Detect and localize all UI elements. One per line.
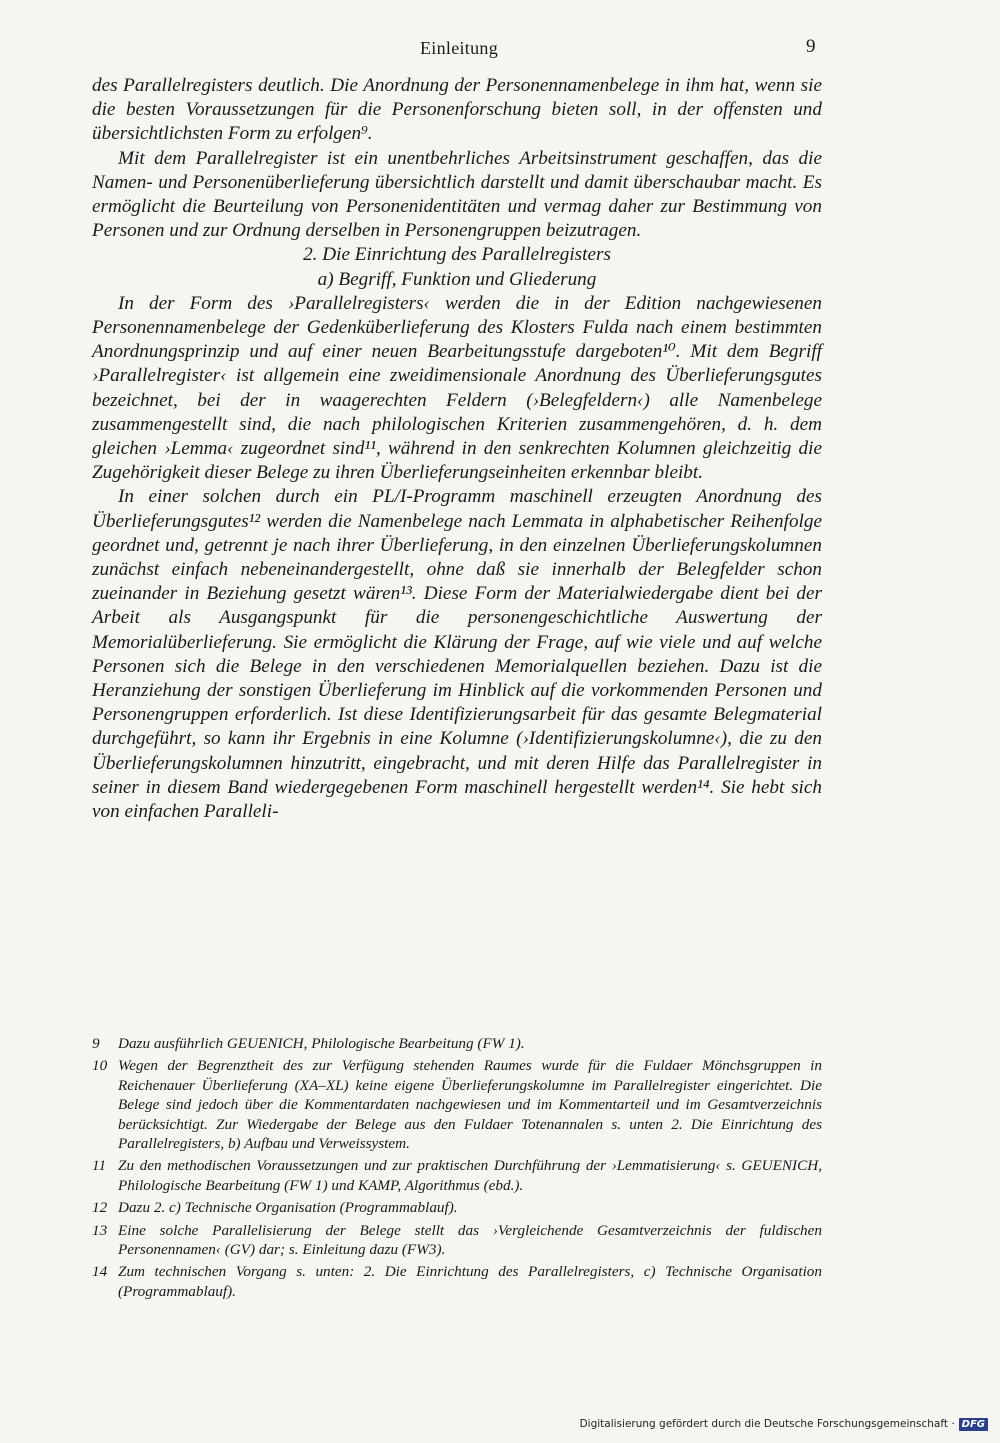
footnote bbox=[92, 1262, 822, 1301]
footnote-text: Zu den methodischen Voraussetzungen und zur praktischen Durchführung der ›Lemmatisierung‹ s. GEUENICH, Philologische Bearbeitung (FW 1) und KAMP, Algorithmus (ebd.). bbox=[118, 1157, 822, 1194]
paragraph-2: Mit dem Parallelregister ist ein unentbehrliches Arbeitsinstrument geschaffen, das die Namen- und Personenüberlieferung übersichtlich darstellt und damit überschaubar macht. Es ermöglicht die Beurteilung von Personenidentitäten und vermag daher zur Bestimmung von Personen und zur Ordnung derselben in Personengruppen beizutragen. bbox=[92, 147, 822, 242]
footnote-text: Dazu ausführlich GEUENICH, Philologische Bearbeitung (FW 1). bbox=[118, 1035, 525, 1052]
subsection-heading: a) Begriff, Funktion und Gliederung bbox=[317, 268, 597, 290]
footnote-text: Dazu 2. c) Technische Organisation (Programmablauf). bbox=[118, 1199, 458, 1217]
credit-text: Digitalisierung gefördert durch die Deutsche Forschungsgemeinschaft · bbox=[579, 1418, 955, 1430]
digitization-credit bbox=[580, 1415, 988, 1433]
footnote bbox=[92, 1221, 822, 1260]
footnote bbox=[92, 1034, 822, 1053]
footnote-number: 9 bbox=[92, 1035, 100, 1052]
main-text bbox=[92, 74, 822, 824]
page-number: 9 bbox=[806, 36, 816, 57]
footnotes bbox=[92, 1034, 822, 1304]
footnote-text: Zum technischen Vorgang s. unten: 2. Die Einrichtung des Parallelregisters, c) Technische Organisation (Programmablauf). bbox=[118, 1263, 822, 1300]
paragraph-4: In einer solchen durch ein PL/I-Programm maschinell erzeugten Anordnung des Überlieferungsgutes¹² werden die Namenbelege nach Lemmata in alphabetischer Reihenfolge geordnet und, getrennt je nach ihrer Überlieferung, in den einzelnen Überlieferungskolumnen zunächst einfach nebeneinandergestellt, ohne daß sie innerhalb der Belegfelder schon zueinander in Beziehung gesetzt wären¹³. Diese Form der Materialwiedergabe dient bei der Arbeit als Ausgangspunkt für die personengeschichtliche Auswertung der Memorialüberlieferung. Sie ermöglicht die Klärung der Frage, auf wie viele und auf welche Personen sich die Belege in den verschiedenen Memorialquellen beziehen. Dazu ist die Heranziehung der sonstigen Überlieferung im Hinblick auf die vorkommenden Personen und Personengruppen erforderlich. Ist diese Identifizierungsarbeit für das gesamte Belegmaterial durchgeführt, so kann ihr Ergebnis in eine Kolumne (›Identifizierungskolumne‹), die zu den Überlieferungskolumnen hinzutritt, eingebracht, und mit deren Hilfe das Parallelregister in seiner in diesem Band wiedergegebenen Form maschinell hergestellt werden¹⁴. Sie hebt sich von einfachen Paralleli- bbox=[92, 486, 822, 823]
footnote-number: 10 bbox=[92, 1057, 108, 1075]
paragraph-1: des Parallelregisters deutlich. Die Anordnung der Personennamenbelege in ihm hat, wenn sie die besten Voraussetzungen für die Personenforschung bieten soll, in der offensten und übersichtlichsten Form zu erfolgen⁹. bbox=[92, 75, 822, 145]
footnote-number: 12 bbox=[92, 1199, 108, 1217]
footnote-number: 14 bbox=[92, 1263, 108, 1281]
footnote-text: Wegen der Begrenztheit des zur Verfügung stehenden Raumes wurde für die Fuldaer Mönchsgruppen in Reichenauer Überlieferung (XA–XL) keine eigene Überlieferungskolumne im Parallelregister eingerichtet. Die Belege sind jedoch über die Kommentardaten nachgewiesen und im Kommentarteil und im Gesamtverzeichnis berücksichtigt. Zur Wiedergabe der Belege aus den Fuldaer Totenannalen s. unten 2. Die Einrichtung des Parallelregisters, b) Aufbau und Verweissystem. bbox=[118, 1057, 822, 1153]
footnote bbox=[92, 1056, 822, 1153]
section-heading: 2. Die Einrichtung des Parallelregisters bbox=[303, 244, 611, 266]
running-header bbox=[0, 38, 1000, 64]
footnote-text: Eine solche Parallelisierung der Belege stellt das ›Vergleichende Gesamtverzeichnis der fuldischen Personennamen‹ (GV) dar; s. Einleitung dazu (FW3). bbox=[118, 1221, 822, 1259]
paragraph-3: In der Form des ›Parallelregisters‹ werden die in der Edition nachgewiesenen Personennamenbelege der Gedenküberlieferung des Klosters Fulda nach einem bestimmten Anordnungsprinzip und auf einer neuen Bearbeitungsstufe dargeboten¹⁰. Mit dem Begriff ›Parallelregister‹ ist allgemein eine zweidimensionale Anordnung des Überlieferungsgutes bezeichnet, bei der in waagerechten Feldern (›Belegfeldern‹) alle Namenbelege zusammengestellt sind, die nach philologischen Kriterien zusammengehören, d. h. dem gleichen ›Lemma‹ zugeordnet sind¹¹, während in den senkrechten Kolumnen gleichzeitig die Zugehörigkeit dieser Belege zu ihren Überlieferungseinheiten erkennbar bleibt. bbox=[92, 292, 822, 484]
footnote-number: 13 bbox=[92, 1221, 108, 1239]
running-title: Einleitung bbox=[420, 38, 498, 58]
footnote bbox=[92, 1198, 822, 1217]
dfg-logo: DFG bbox=[959, 1418, 988, 1431]
footnote bbox=[92, 1156, 822, 1195]
footnote-number: 11 bbox=[92, 1157, 107, 1175]
